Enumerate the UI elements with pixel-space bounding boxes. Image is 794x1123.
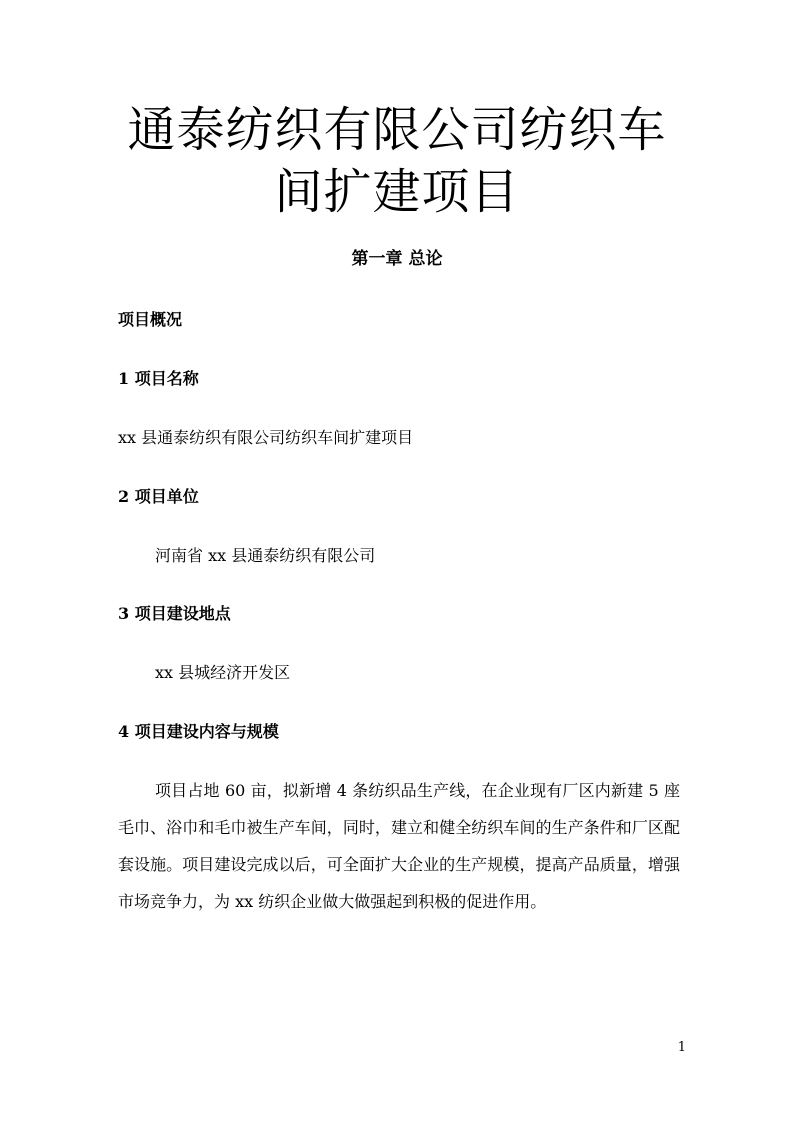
chapter-title: 第一章 总论 [351, 249, 443, 269]
document-title-line-2: 间扩建项目 [274, 164, 520, 220]
project-name-text: xx 县通泰纺织有限公司纺织车间扩建项目 [118, 428, 414, 447]
item-heading-project-location: 3 项目建设地点 [118, 604, 231, 623]
project-location-text: xx 县城经济开发区 [155, 663, 291, 682]
item-heading-project-unit: 2 项目单位 [118, 487, 199, 506]
project-unit-text: 河南省 xx 县通泰纺织有限公司 [155, 546, 376, 565]
document-title-line-1: 通泰纺织有限公司纺织车 [127, 102, 667, 158]
item-heading-construction-scope: 4 项目建设内容与规模 [118, 722, 279, 741]
construction-scope-paragraph: 项目占地 60 亩，拟新增 4 条纺织品生产线，在企业现有厂区内新建 5 座毛巾、浴巾和毛巾被生产车间，同时，建立和健全纺织车间的生产条件和厂区配套设施。项目建设完成以后，可全面扩大企业的生产规模，提高产品质量，增强市场竞争力，为 xx 纺织企业做大做强起到积极的促进作用。 [118, 781, 680, 911]
section-heading-overview: 项目概况 [118, 310, 183, 329]
item-heading-project-name: 1 项目名称 [118, 369, 199, 388]
page-number: 1 [677, 1040, 686, 1055]
